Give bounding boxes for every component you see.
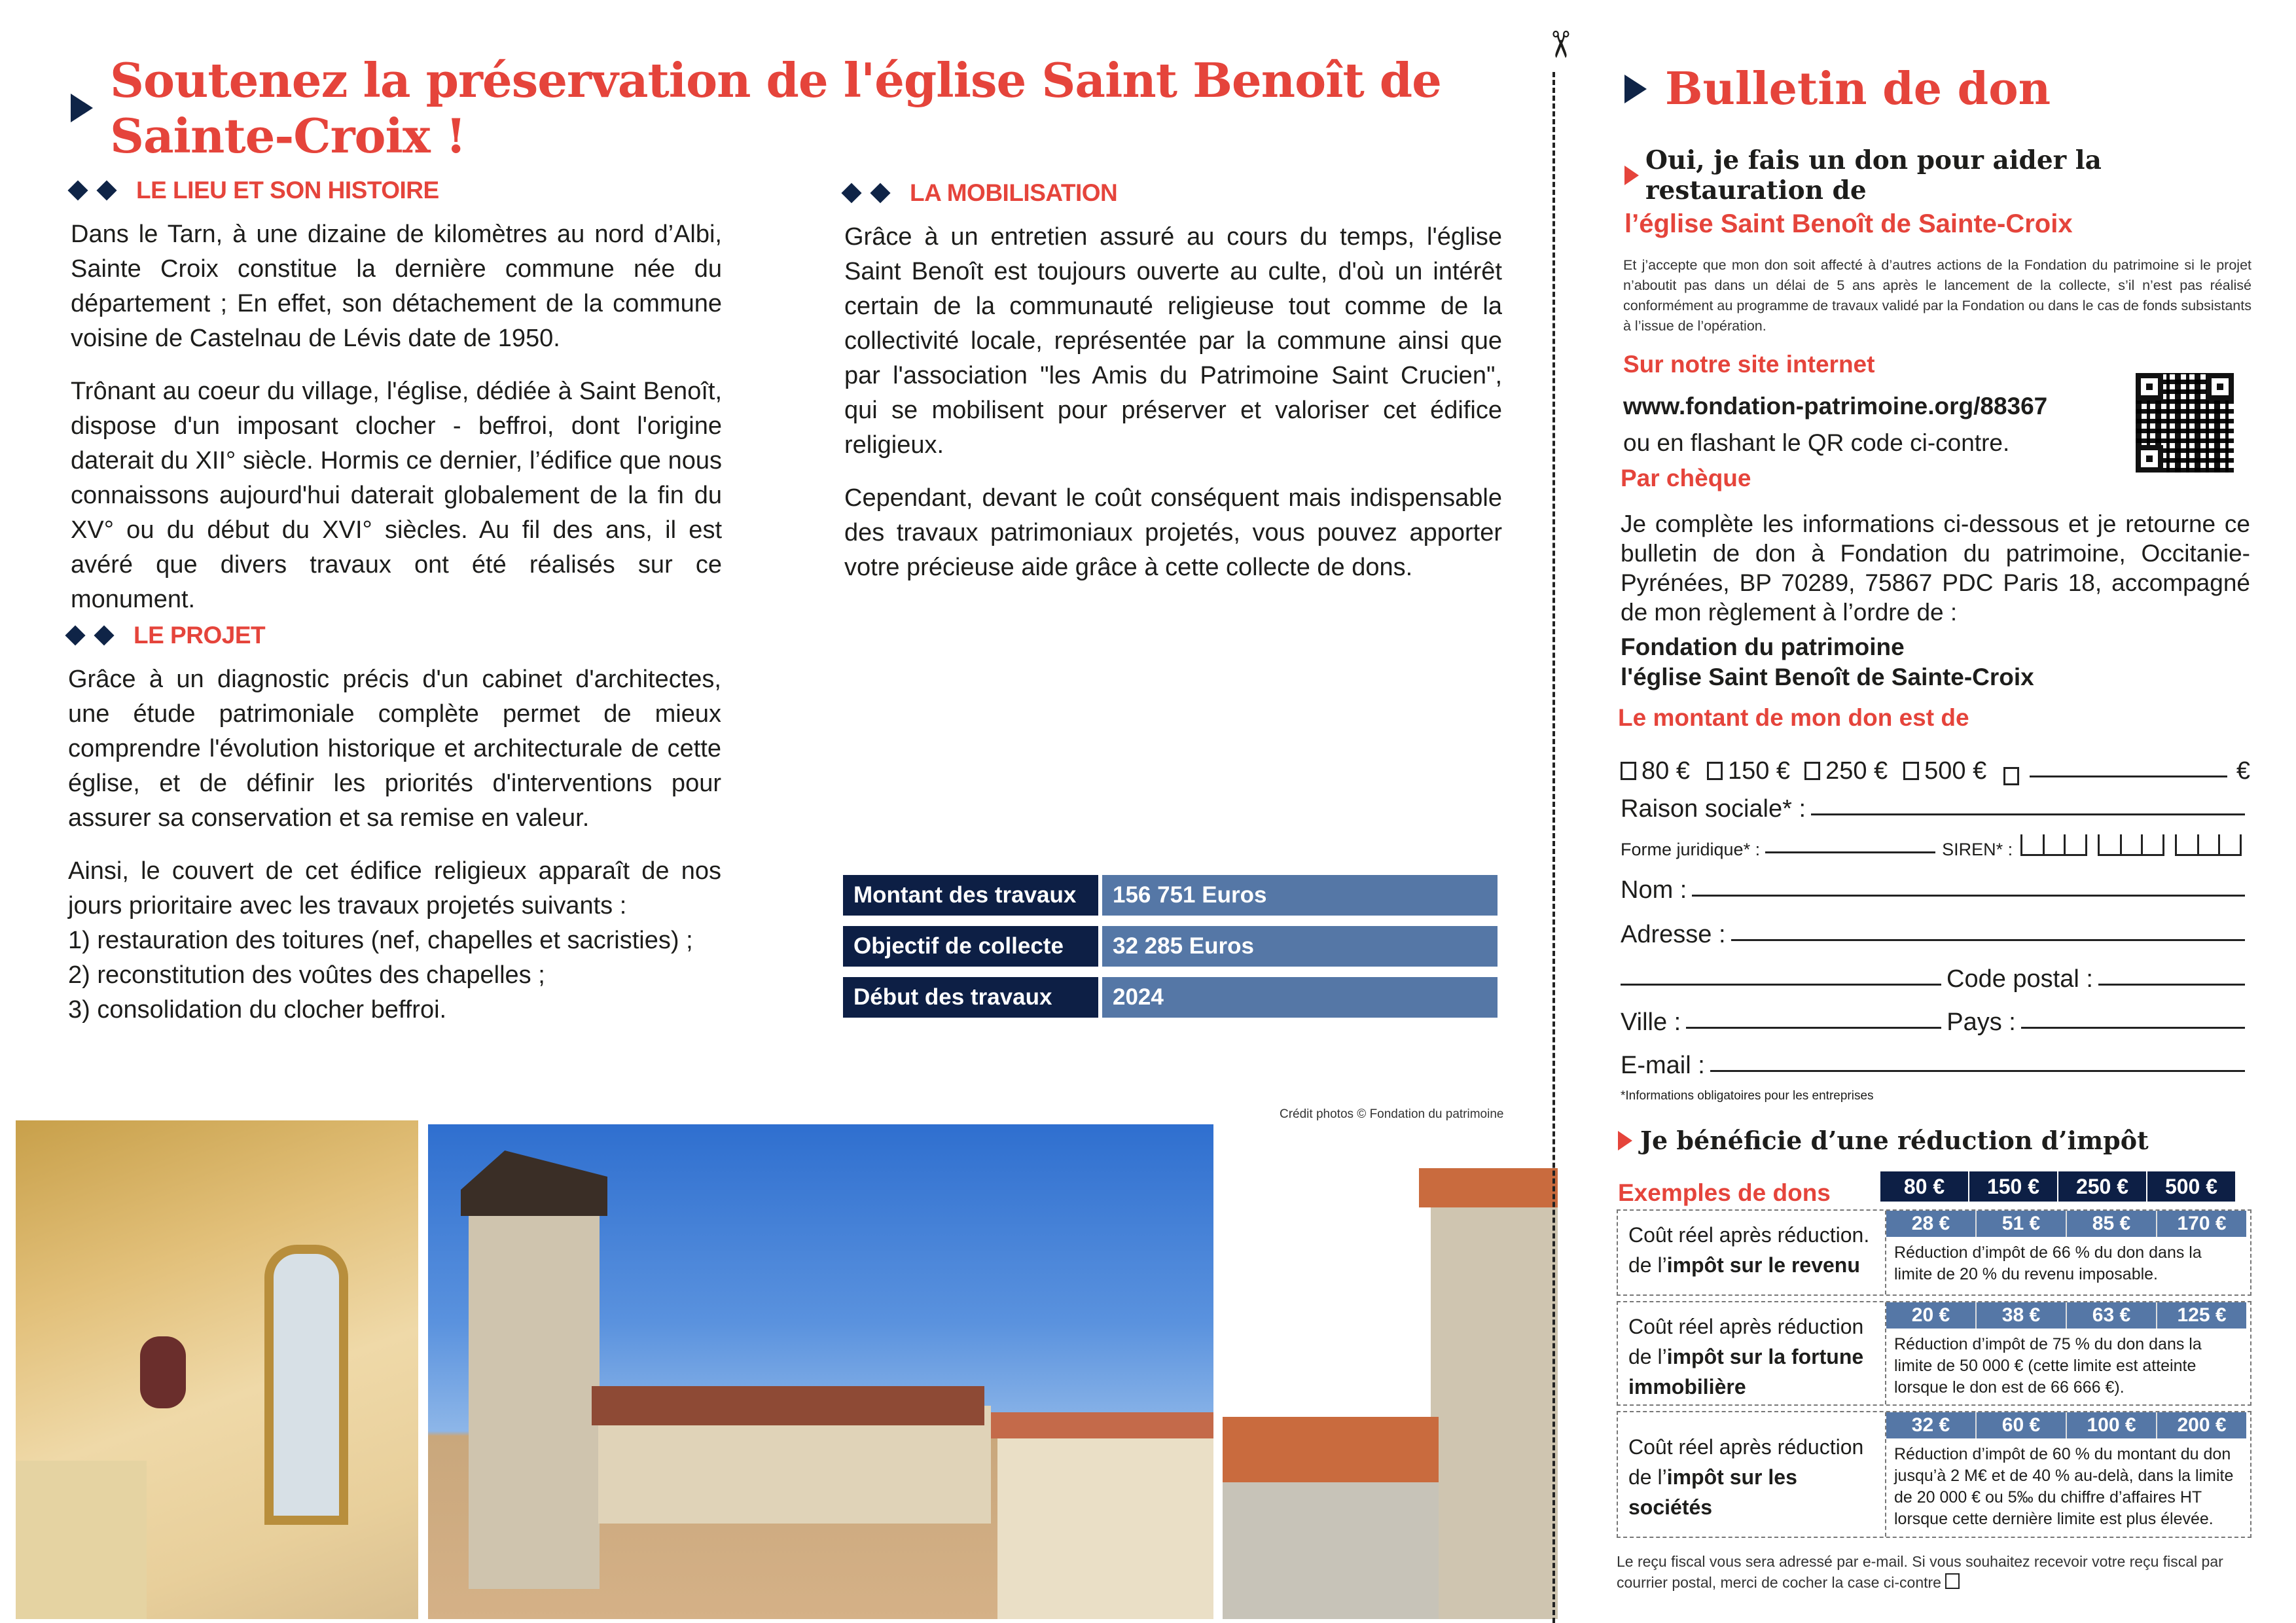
section-heading-text: LE LIEU ET SON HISTOIRE bbox=[136, 177, 439, 204]
label-plain: Coût réel après réduction de l’ bbox=[1628, 1435, 1864, 1489]
paragraph: Grâce à un diagnostic précis d'un cabinet d'architectes, une étude patrimoniale complète permet de mieux comprendre l'évolution historique et architecturale de cette église, et de définir les priorités d'interventions pour assurer sa conservation et sa remise en valeur. bbox=[68, 666, 721, 832]
fact-label: Début des travaux bbox=[843, 977, 1098, 1018]
code-postal-label: Code postal : bbox=[1946, 965, 2093, 993]
siren-label: SIREN* : bbox=[1942, 840, 2013, 859]
title-arrow-icon bbox=[1624, 75, 1647, 103]
diamond-icon bbox=[841, 183, 861, 203]
diamond-icon bbox=[96, 180, 117, 200]
fact-label: Objectif de collecte bbox=[843, 926, 1098, 967]
list-item: 1) restauration des toitures (nef, chapelles et sacristies) ; bbox=[68, 927, 693, 954]
diamond-icon bbox=[65, 625, 85, 645]
amount-option-500[interactable] bbox=[1903, 757, 1986, 785]
donor-form bbox=[1621, 783, 2250, 1103]
cost-value: 170 € bbox=[2156, 1211, 2246, 1237]
nom-label: Nom : bbox=[1621, 876, 1687, 904]
nom-input[interactable] bbox=[1692, 895, 2245, 897]
adresse-input-line2[interactable] bbox=[1621, 984, 1941, 986]
donation-amount: 80 € bbox=[1880, 1171, 1968, 1202]
donation-amount: 150 € bbox=[1968, 1171, 2057, 1202]
amount-option-250[interactable] bbox=[1804, 757, 1888, 785]
fact-row bbox=[843, 926, 1498, 967]
cost-value: 100 € bbox=[2066, 1412, 2156, 1438]
tax-row-ir bbox=[1617, 1209, 2251, 1296]
receipt-note-text: Le reçu fiscal vous sera adressé par e-mail. Si vous souhaitez recevoir votre reçu fiscal par courrier postal, merci de cocher la case ci-contre bbox=[1617, 1553, 2223, 1591]
checkbox[interactable] bbox=[1621, 762, 1636, 780]
tax-heading-text: Je bénéficie d’une réduction d’impôt bbox=[1640, 1126, 2149, 1155]
ville-label: Ville : bbox=[1621, 1008, 1681, 1036]
cost-value: 200 € bbox=[2156, 1412, 2246, 1438]
section-heading bbox=[68, 622, 721, 649]
tax-row-is bbox=[1617, 1411, 2251, 1538]
forme-juridique-label: Forme juridique* : bbox=[1621, 840, 1761, 859]
cost-value: 20 € bbox=[1886, 1302, 1975, 1329]
diamond-icon bbox=[870, 183, 890, 203]
main-title-text: Soutenez la préservation de l'église Saint Benoît de Sainte-Croix ! bbox=[110, 52, 1441, 164]
fact-value: 32 285 Euros bbox=[1102, 926, 1498, 967]
pays-label: Pays : bbox=[1946, 1008, 2016, 1036]
section-heading bbox=[844, 179, 1502, 207]
list-item: 3) consolidation du clocher beffroi. bbox=[68, 996, 447, 1024]
intro-church-name: l’église Saint Benoît de Sainte-Croix bbox=[1624, 209, 2073, 238]
cost-value: 125 € bbox=[2156, 1302, 2246, 1329]
section-heading-text: LA MOBILISATION bbox=[910, 179, 1118, 206]
bulletin-intro bbox=[1624, 145, 2279, 239]
email-input[interactable] bbox=[1710, 1070, 2245, 1072]
section-heading bbox=[71, 177, 722, 204]
label-plain: Coût réel après réduction. de l’ bbox=[1628, 1223, 1870, 1277]
siren-input[interactable] bbox=[2020, 834, 2242, 856]
paragraph: Trônant au coeur du village, l'église, dédiée à Saint Benoît, dispose d'un imposant clocher - beffroi, dont l'origine daterait du XII° siècle. Hormis ce dernier, l’édifice que nous connaissons aujourd'hui daterait globalement de la fin du XV° ou du début du XVI° siècles. Au fil des ans, il est avéré que divers travaux ont été réalisés sur ce monument. bbox=[71, 378, 722, 613]
photo-credit: Crédit photos © Fondation du patrimoine bbox=[1280, 1107, 1504, 1121]
main-title bbox=[71, 52, 1543, 164]
payee-name bbox=[1621, 632, 2034, 692]
photo-church-side bbox=[1223, 1155, 1558, 1619]
tax-row-ifi bbox=[1617, 1301, 2251, 1406]
ville-input[interactable] bbox=[1686, 1027, 1941, 1029]
amount-label: 500 € bbox=[1924, 757, 1987, 785]
tax-row-label bbox=[1618, 1302, 1886, 1404]
forme-juridique-input[interactable] bbox=[1765, 851, 1935, 853]
payee-line: Fondation du patrimoine bbox=[1621, 633, 1905, 660]
title-arrow-icon bbox=[71, 94, 93, 122]
raison-sociale-input[interactable] bbox=[1811, 813, 2245, 815]
pays-input[interactable] bbox=[2021, 1027, 2245, 1029]
label-bold: impôt sur le revenu bbox=[1666, 1253, 1860, 1277]
paragraph: Grâce à un entretien assuré au cours du temps, l'église Saint Benoît est toujours ouverte au culte, d'où un intérêt certain de la communauté religieuse tout comme de la collectivité locale, représentée par la commune ainsi que par l'association "les Amis du Patrimoine Saint Crucien", qui se mobilisent pour préserver et valoriser cet édifice religieux. bbox=[844, 223, 1502, 459]
checkbox[interactable] bbox=[1804, 762, 1820, 780]
photo-church-exterior bbox=[428, 1124, 1213, 1619]
tax-note: Réduction d’impôt de 75 % du don dans la limite de 50 000 € (cette limite est atteinte lorsque le don est de 66 666 €). bbox=[1894, 1335, 2202, 1397]
tax-note: Réduction d’impôt de 60 % du montant du don jusqu’à 2 M€ et de 40 % au-delà, dans la limite de 20 000 € ou 5‰ du chiffre d’affaires HT lorsque cette dernière limite est plus élevée. bbox=[1894, 1445, 2234, 1528]
cheque-text: Je complète les informations ci-dessous et je retourne ce bulletin de don à Fondation du patrimoine, Occitanie-Pyrénées, BP 70289, 75867 PDC Paris 18, accompagné de mon règlement à l’ordre de : bbox=[1621, 510, 2250, 626]
cost-value: 60 € bbox=[1975, 1412, 2066, 1438]
section-projet bbox=[68, 622, 721, 1027]
paragraph: Ainsi, le couvert de cet édifice religieux apparaît de nos jours prioritaire avec les travaux projetés suivants : bbox=[68, 857, 721, 919]
arrow-icon bbox=[1618, 1131, 1632, 1150]
adresse-input[interactable] bbox=[1731, 939, 2245, 941]
raison-sociale-label: Raison sociale* : bbox=[1621, 795, 1806, 823]
arrow-icon bbox=[1624, 166, 1639, 185]
section-lieu bbox=[71, 177, 722, 635]
cheque-heading: Par chèque bbox=[1621, 465, 1751, 491]
tax-row-label bbox=[1618, 1211, 1886, 1294]
cut-line bbox=[1552, 72, 1555, 1623]
amount-options bbox=[1621, 746, 2250, 785]
donation-amounts-header bbox=[1880, 1171, 2235, 1202]
tax-row-label bbox=[1618, 1412, 1886, 1537]
checkbox[interactable] bbox=[1707, 762, 1723, 780]
tax-heading bbox=[1618, 1126, 2149, 1155]
payee-line: l'église Saint Benoît de Sainte-Croix bbox=[1621, 664, 2034, 690]
scissors-icon: ✂ bbox=[1539, 29, 1581, 60]
amount-option-80[interactable] bbox=[1621, 757, 1690, 785]
photo-church-interior bbox=[16, 1120, 418, 1619]
cost-value: 51 € bbox=[1975, 1211, 2066, 1237]
cost-value: 63 € bbox=[2066, 1302, 2156, 1329]
qr-code-icon[interactable] bbox=[2136, 373, 2234, 473]
fact-label: Montant des travaux bbox=[843, 875, 1098, 916]
cost-value: 32 € bbox=[1886, 1412, 1975, 1438]
section-heading-text: LE PROJET bbox=[134, 622, 266, 649]
paragraph: Cependant, devant le coût conséquent mais indispensable des travaux patrimoniaux projetés, vous pouvez apporter votre précieuse aide grâce à cette collecte de dons. bbox=[844, 484, 1502, 581]
intro-line: Oui, je fais un don pour aider la restauration de bbox=[1645, 145, 2102, 205]
paragraph: Dans le Tarn, à une dizaine de kilomètres au nord d’Albi, Sainte Croix constitue la dernière commune née du département ; En effet, son détachement de la commune voisine de Castelnau de Lévis date de 1950. bbox=[71, 221, 722, 352]
amount-heading: Le montant de mon don est de bbox=[1618, 704, 1969, 731]
label-bold: impôt sur la fortune immobilière bbox=[1628, 1345, 1864, 1399]
checkbox[interactable] bbox=[1903, 762, 1919, 780]
cost-value: 28 € bbox=[1886, 1211, 1975, 1237]
receipt-note bbox=[1617, 1551, 2249, 1593]
mandatory-note: *Informations obligatoires pour les entreprises bbox=[1621, 1089, 1874, 1103]
fact-value: 156 751 Euros bbox=[1102, 875, 1498, 916]
bulletin-title bbox=[1624, 63, 2051, 115]
examples-heading: Exemples de dons bbox=[1618, 1179, 1831, 1206]
amount-label: 250 € bbox=[1825, 757, 1888, 785]
email-label: E-mail : bbox=[1621, 1052, 1705, 1079]
code-postal-input[interactable] bbox=[2098, 984, 2245, 986]
diamond-icon bbox=[94, 625, 114, 645]
web-heading: Sur notre site internet bbox=[1623, 351, 1875, 378]
label-plain: Coût réel après réduction de l’ bbox=[1628, 1315, 1864, 1368]
cost-value: 38 € bbox=[1975, 1302, 2066, 1329]
postal-receipt-checkbox[interactable] bbox=[1945, 1573, 1960, 1589]
acceptance-text: Et j’accepte que mon don soit affecté à d’autres actions de la Fondation du patrimoine si le projet n’aboutit pas dans un délai de 5 ans après le lancement de la collecte, s’il n’est pas réalisé conformément au programme de travaux validé par la Fondation ou dans le cas de fonds subsistants à l’issue de l’opération. bbox=[1623, 257, 2251, 334]
euro-sign: € bbox=[2236, 757, 2250, 785]
section-mobilisation bbox=[844, 179, 1502, 603]
bulletin-title-text: Bulletin de don bbox=[1665, 63, 2051, 115]
fact-row bbox=[843, 977, 1498, 1018]
donation-amount: 500 € bbox=[2146, 1171, 2235, 1202]
amount-label: 150 € bbox=[1727, 757, 1791, 785]
fact-row bbox=[843, 875, 1498, 916]
list-item: 2) reconstitution des voûtes des chapelles ; bbox=[68, 961, 545, 989]
diamond-icon bbox=[67, 180, 88, 200]
facts-table bbox=[843, 875, 1498, 1028]
tax-note: Réduction d’impôt de 66 % du don dans la limite de 20 % du revenu imposable. bbox=[1894, 1243, 2202, 1283]
label-bold: impôt sur les sociétés bbox=[1628, 1465, 1797, 1519]
amount-other-input[interactable] bbox=[2030, 776, 2227, 777]
donation-amount: 250 € bbox=[2057, 1171, 2146, 1202]
amount-option-150[interactable] bbox=[1707, 757, 1790, 785]
amount-label: 80 € bbox=[1641, 757, 1690, 785]
fact-value: 2024 bbox=[1102, 977, 1498, 1018]
web-qr-text: ou en flashant le QR code ci-contre. bbox=[1623, 429, 2010, 456]
cost-value: 85 € bbox=[2066, 1211, 2156, 1237]
adresse-label: Adresse : bbox=[1621, 921, 1726, 948]
web-url[interactable]: www.fondation-patrimoine.org/88367 bbox=[1623, 393, 2048, 419]
